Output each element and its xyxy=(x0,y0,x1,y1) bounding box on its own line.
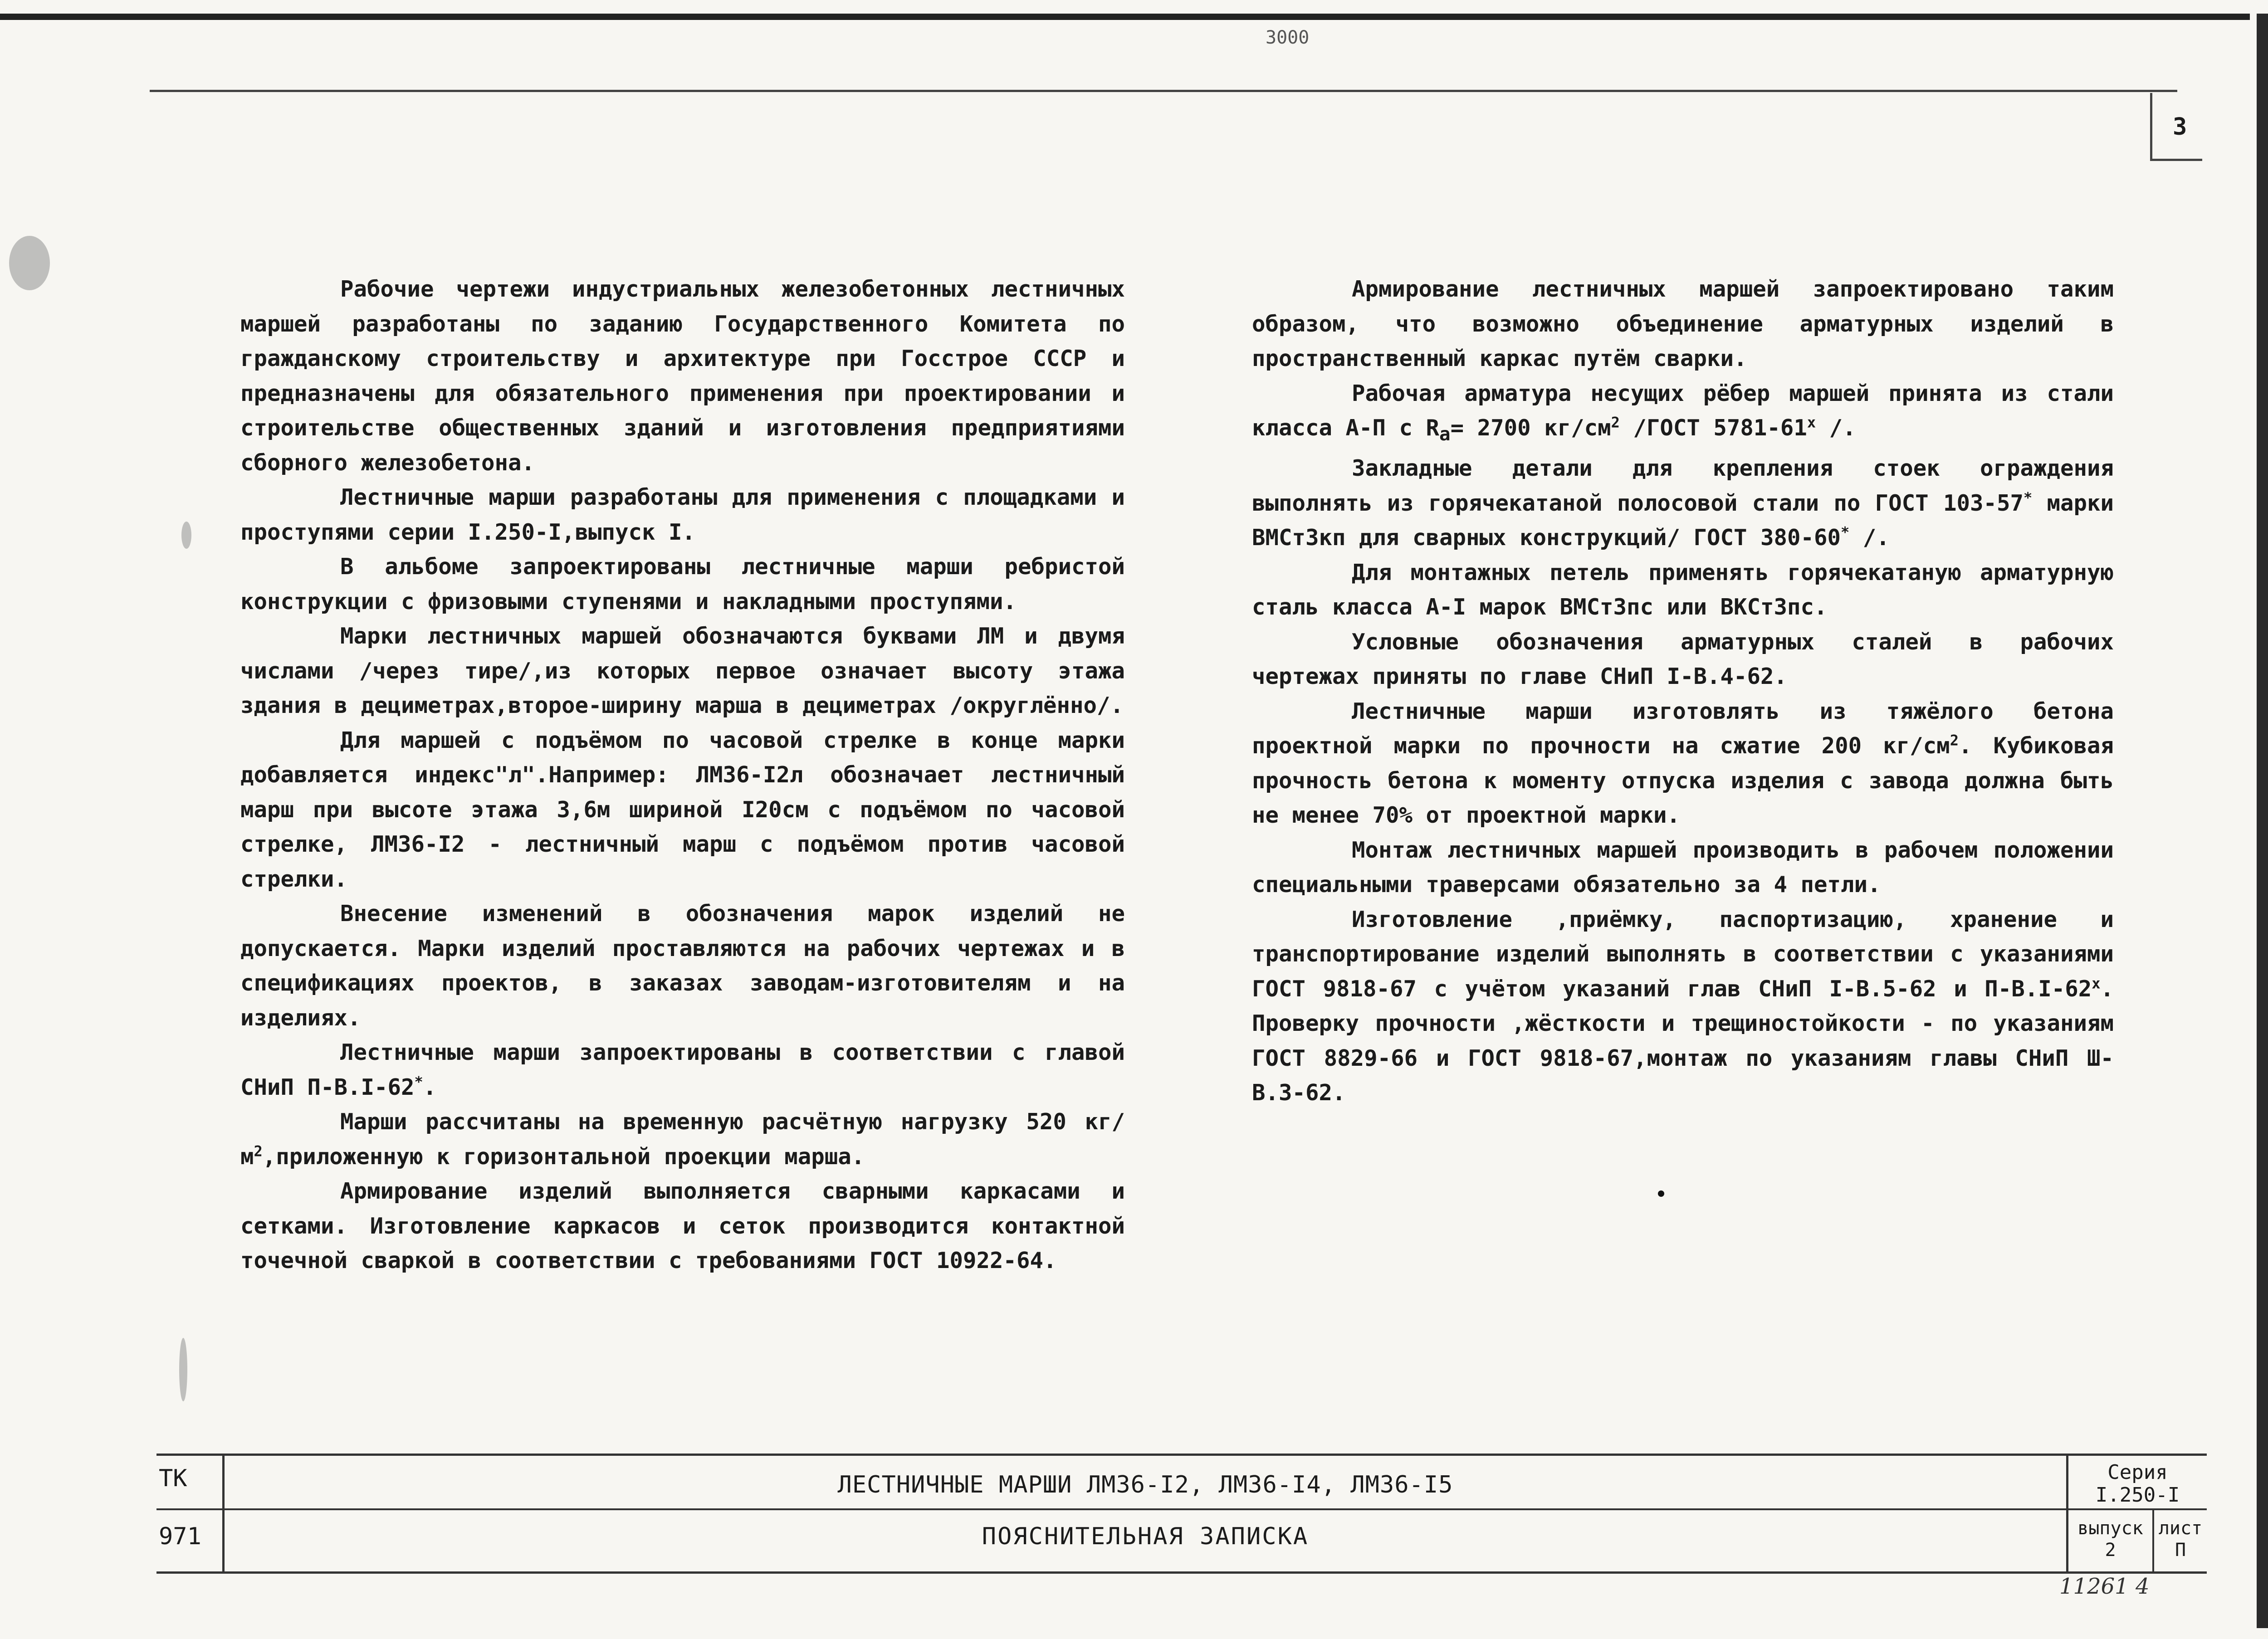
issue-cell xyxy=(2066,1510,2152,1571)
scan-noise xyxy=(179,1338,187,1401)
paragraph-text: марки ВМСт3кп для сварных конструкций/ ГОСТ 380-60 xyxy=(1252,490,2114,551)
superscript: * xyxy=(2023,489,2033,507)
page-number: 3 xyxy=(2173,113,2187,141)
issue-label: выпуск xyxy=(2077,1518,2143,1539)
title-block xyxy=(156,1454,2207,1574)
paragraph-text: /. xyxy=(1849,525,1890,551)
paragraph: Для монтажных петель применять горячекатаную арматурную сталь класса А-I марок ВМСт3пс или ВКСт3пс. xyxy=(1252,559,2114,620)
scan-noise xyxy=(181,522,191,549)
paragraph-text: /. xyxy=(1816,415,1856,441)
right-text-column xyxy=(1252,272,2114,1111)
issue-value: 2 xyxy=(2105,1540,2116,1561)
paragraph: Монтаж лестничных маршей производить в рабочем положении специальными траверсами обязательно за 4 петли. xyxy=(1252,837,2114,898)
scan-top-edge xyxy=(0,14,2250,20)
superscript: * xyxy=(1841,523,1850,541)
paragraph: Внесение изменений в обозначения марок изделий не допускается. Марки изделий проставляются на рабочих чертежах и в спецификациях проектов, в заказах заводам-изготовителям и на изделиях. xyxy=(240,901,1125,1031)
document-subtitle: ПОЯСНИТЕЛЬНАЯ ЗАПИСКА xyxy=(982,1523,1309,1550)
paragraph: Для маршей с подъёмом по часовой стрелке в конце марки добавляется индекс"л".Например: ЛМ36-I2л обозначает лестничный марш при высоте этажа 3,6м шириной I20см с подъёмом по часовой стрелке, ЛМ36-I2 - лестничный марш с подъёмом против часовой стрелки. xyxy=(240,727,1125,892)
paragraph-text: Рабочая арматура несущих рёбер маршей принята из стали класса А-П с R xyxy=(1252,380,2114,441)
paragraph: Условные обозначения арматурных сталей в рабочих чертежах приняты по главе СНиП I-В.4-62. xyxy=(1252,629,2114,690)
superscript: * xyxy=(414,1073,423,1091)
series-label: Серия xyxy=(2107,1461,2168,1484)
paragraph-text: ,приложенную к горизонтальной проекции марша. xyxy=(262,1143,865,1170)
paragraph: Лестничные марши разработаны для применения с площадками и проступями серии I.250-I,выпуск I. xyxy=(240,484,1125,545)
paragraph-text: Лестничные марши запроектированы в соответствии с главой СНиП П-В.I-62 xyxy=(240,1039,1125,1100)
subscript: а xyxy=(1439,423,1451,445)
superscript: 2 xyxy=(1611,414,1620,431)
handwritten-note: 11261 4 xyxy=(2059,1574,2150,1599)
paragraph: Армирование лестничных маршей запроектировано таким образом, что возможно объединение арматурных изделий в пространственный каркас путём сварки. xyxy=(1252,276,2114,371)
paragraph-text: Закладные детали для крепления стоек ограждения выполнять из горячекатаной полосовой стали по ГОСТ 103-57 xyxy=(1252,455,2114,516)
scan-noise xyxy=(9,236,50,290)
paragraph-text: Изготовление ,приёмку, паспортизацию, хранение и транспортирование изделий выполнять в соответствии с указаниями ГОСТ 9818-67 с учётом указаний глав СНиП I-В.5-62 и П-В.I-62 xyxy=(1252,906,2114,1002)
paragraph-text: . Кубиковая прочность бетона к моменту отпуска изделия с завода должна быть не менее 70% от проектной марки. xyxy=(1252,733,2114,829)
paragraph: Армирование изделий выполняется сварными каркасами и сетками. Изготовление каркасов и сеток производится контактной точечной сваркой в соответствии с требованиями ГОСТ 10922-64. xyxy=(240,1178,1125,1273)
paragraph-text: Марши рассчитаны на временную расчётную нагрузку 520 кг/м xyxy=(240,1109,1125,1170)
superscript: х xyxy=(1807,414,1816,431)
code-bottom: 971 xyxy=(156,1510,225,1571)
top-binding-mark: 3000 xyxy=(1266,27,1310,48)
paragraph-text: = 2700 кг/см xyxy=(1450,415,1611,441)
left-text-column xyxy=(240,272,1125,1278)
paragraph xyxy=(240,1035,1125,1105)
paragraph-text: . xyxy=(423,1074,437,1100)
paragraph xyxy=(1252,451,2114,556)
series-cell xyxy=(2066,1456,2207,1510)
document-title: ЛЕСТНИЧНЫЕ МАРШИ ЛМ36-I2, ЛМ36-I4, ЛМ36-I5 xyxy=(225,1456,2066,1510)
sheet-value: П xyxy=(2175,1540,2186,1561)
paragraph-text: . Проверку прочности ,жёсткости и трещиностойкости - по указаниям ГОСТ 8829-66 и ГОСТ 9818-67,монтаж по указаниям главы СНиП Ш-В.3-62. xyxy=(1252,976,2114,1106)
paragraph xyxy=(1252,694,2114,833)
sheet-cell xyxy=(2152,1510,2207,1571)
superscript: х xyxy=(2092,975,2101,992)
paragraph-text: Лестничные марши изготовлять из тяжёлого бетона проектной марки по прочности на сжатие 200 кг/см xyxy=(1252,698,2114,759)
scan-right-edge xyxy=(2257,14,2268,1628)
code-top: ТК xyxy=(156,1456,225,1510)
superscript: 2 xyxy=(254,1142,263,1160)
series-value: I.250-I xyxy=(2095,1483,2180,1507)
paragraph: Марки лестничных маршей обозначаются буквами ЛМ и двумя числами /через тире/,из которых первое означает высоту этажа здания в дециметрах,второе-ширину марша в дециметрах /округлённо/. xyxy=(240,623,1125,718)
sheet-label: лист xyxy=(2158,1518,2203,1539)
frame-top-line xyxy=(150,90,2177,92)
ink-dot xyxy=(1658,1190,1664,1197)
paragraph: Рабочие чертежи индустриальных железобетонных лестничных маршей разработаны по заданию Государственного Комитета по гражданскому строительству и архитектуре при Госстрое СССР и предназначены для обязательного применения при проектировании и строительстве общественных зданий и изготовления предприятиями сборного железобетона. xyxy=(240,276,1125,476)
paragraph xyxy=(1252,376,2114,452)
superscript: 2 xyxy=(1950,732,1959,749)
paragraph-text: /ГОСТ 5781-61 xyxy=(1619,415,1807,441)
paragraph: В альбоме запроектированы лестничные марши ребристой конструкции с фризовыми ступенями и накладными проступями. xyxy=(240,554,1125,615)
paragraph xyxy=(1252,902,2114,1111)
paragraph xyxy=(240,1105,1125,1174)
